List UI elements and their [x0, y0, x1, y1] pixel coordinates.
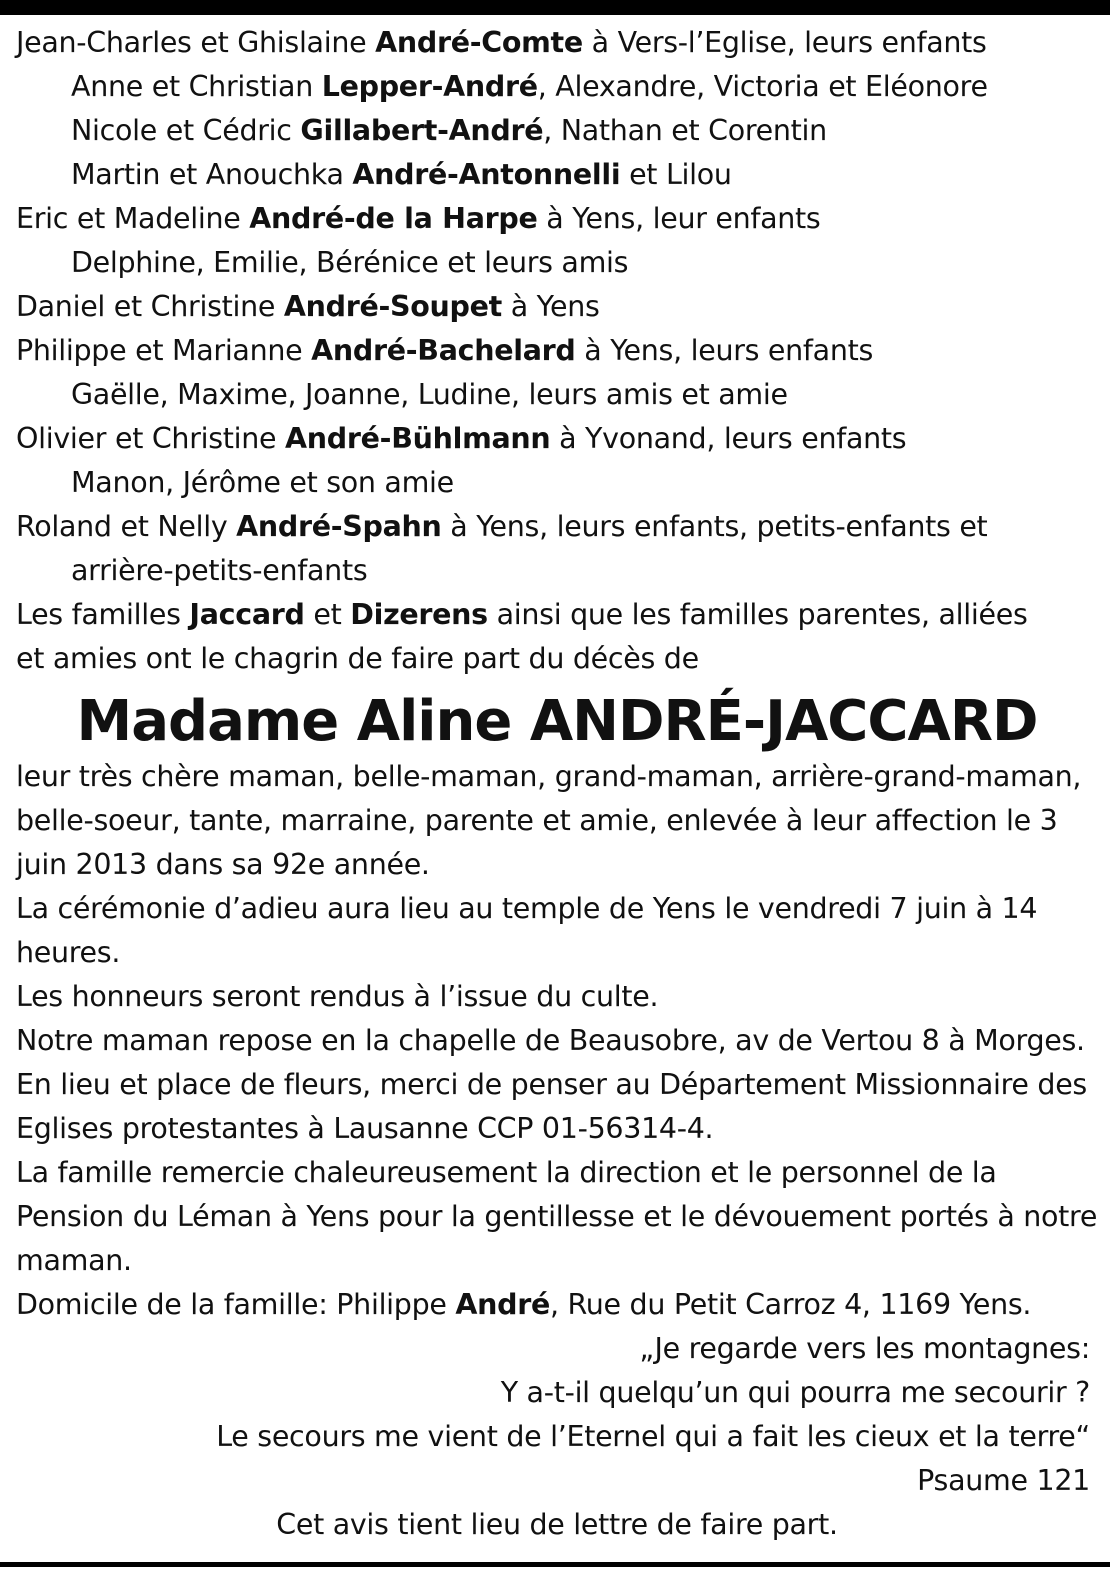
family-line	[16, 153, 1098, 197]
family-surname: André-Bühlmann	[285, 422, 551, 455]
family-line	[16, 593, 1098, 637]
psalm-line: Y a-t-il quelqu’un qui pourra me secourir ?	[500, 1376, 1090, 1409]
family-surname: Jaccard	[189, 598, 305, 631]
family-text: , Alexandre, Victoria et Eléonore	[537, 70, 988, 103]
family-surname: André-Spahn	[236, 510, 442, 543]
family-line	[16, 417, 1098, 461]
family-line: et amies ont le chagrin de faire part du décès de	[16, 642, 699, 675]
domicile-line	[16, 1283, 1098, 1327]
family-surname: André-Antonnelli	[352, 158, 621, 191]
flowers-paragraph: En lieu et place de fleurs, merci de penser au Département Missionnaire des Eglises protestantes à Lausanne CCP 01-56314-4.	[16, 1068, 1087, 1145]
family-line	[16, 21, 1098, 65]
family-text: Martin et Anouchka	[71, 158, 353, 191]
family-text: ainsi que les familles parentes, alliées	[487, 598, 1028, 631]
thanks-paragraph: La famille remercie chaleureusement la direction et le personnel de la Pension du Léman à Yens pour la gentillesse et le dévouement portés à notre maman.	[16, 1156, 1098, 1277]
family-text: Les familles	[16, 598, 190, 631]
family-text: à Yens	[502, 290, 600, 323]
family-surname: André-Comte	[375, 26, 583, 59]
psalm-line: „Je regarde vers les montagnes:	[639, 1332, 1090, 1365]
domicile-surname: André	[455, 1288, 551, 1321]
domicile-text: , Rue du Petit Carroz 4, 1169 Yens.	[550, 1288, 1032, 1321]
family-line: arrière-petits-enfants	[71, 554, 368, 587]
family-text: à Yens, leur enfants	[537, 202, 821, 235]
family-text: et Lilou	[620, 158, 732, 191]
psalm-reference: Psaume 121	[917, 1464, 1090, 1497]
family-text: Philippe et Marianne	[16, 334, 312, 367]
death-notice	[16, 21, 1098, 1547]
closing-note: Cet avis tient lieu de lettre de faire part.	[276, 1508, 838, 1541]
family-surname: Lepper-André	[321, 70, 538, 103]
family-text: Roland et Nelly	[16, 510, 237, 543]
family-text: Olivier et Christine	[16, 422, 286, 455]
tribute-paragraph: leur très chère maman, belle-maman, grand-maman, arrière-grand-maman, belle-soeur, tante, marraine, parente et amie, enlevée à leur affection le 3 juin 2013 dans sa 92e année.	[16, 760, 1082, 881]
domicile-text: Domicile de la famille: Philippe	[16, 1288, 456, 1321]
psalm-line: Le secours me vient de l’Eternel qui a fait les cieux et la terre“	[216, 1420, 1090, 1453]
family-text: à Yens, leurs enfants, petits-enfants et	[441, 510, 988, 543]
family-line: Delphine, Emilie, Bérénice et leurs amis	[71, 246, 629, 279]
family-text: Eric et Madeline	[16, 202, 250, 235]
rest-paragraph: Notre maman repose en la chapelle de Beausobre, av de Vertou 8 à Morges.	[16, 1024, 1085, 1057]
family-text: Nicole et Cédric	[71, 114, 301, 147]
family-line	[16, 505, 1098, 549]
family-text: à Vers-l’Eglise, leurs enfants	[582, 26, 987, 59]
family-surname: André-de la Harpe	[249, 202, 538, 235]
family-line	[16, 285, 1098, 329]
ceremony-paragraph: La cérémonie d’adieu aura lieu au temple de Yens le vendredi 7 juin à 14 heures.	[16, 892, 1038, 969]
family-text: Anne et Christian	[71, 70, 322, 103]
family-line	[16, 109, 1098, 153]
family-surname: André-Bachelard	[311, 334, 576, 367]
family-line	[16, 197, 1098, 241]
family-surname: Dizerens	[350, 598, 488, 631]
honors-paragraph: Les honneurs seront rendus à l’issue du culte.	[16, 980, 659, 1013]
family-text: à Yens, leurs enfants	[575, 334, 874, 367]
top-rule	[0, 0, 1110, 15]
family-line	[16, 65, 1098, 109]
family-text: , Nathan et Corentin	[543, 114, 827, 147]
family-surname: André-Soupet	[283, 290, 502, 323]
family-line: Manon, Jérôme et son amie	[71, 466, 454, 499]
family-surname: Gillabert-André	[300, 114, 544, 147]
bottom-rule	[0, 1562, 1110, 1567]
family-line	[16, 329, 1098, 373]
family-text: Daniel et Christine	[16, 290, 284, 323]
family-text: Jean-Charles et Ghislaine	[16, 26, 376, 59]
deceased-name: Madame Aline ANDRÉ-JACCARD	[76, 689, 1038, 754]
family-text: et	[304, 598, 351, 631]
family-text: à Yvonand, leurs enfants	[550, 422, 907, 455]
family-line: Gaëlle, Maxime, Joanne, Ludine, leurs amis et amie	[71, 378, 788, 411]
